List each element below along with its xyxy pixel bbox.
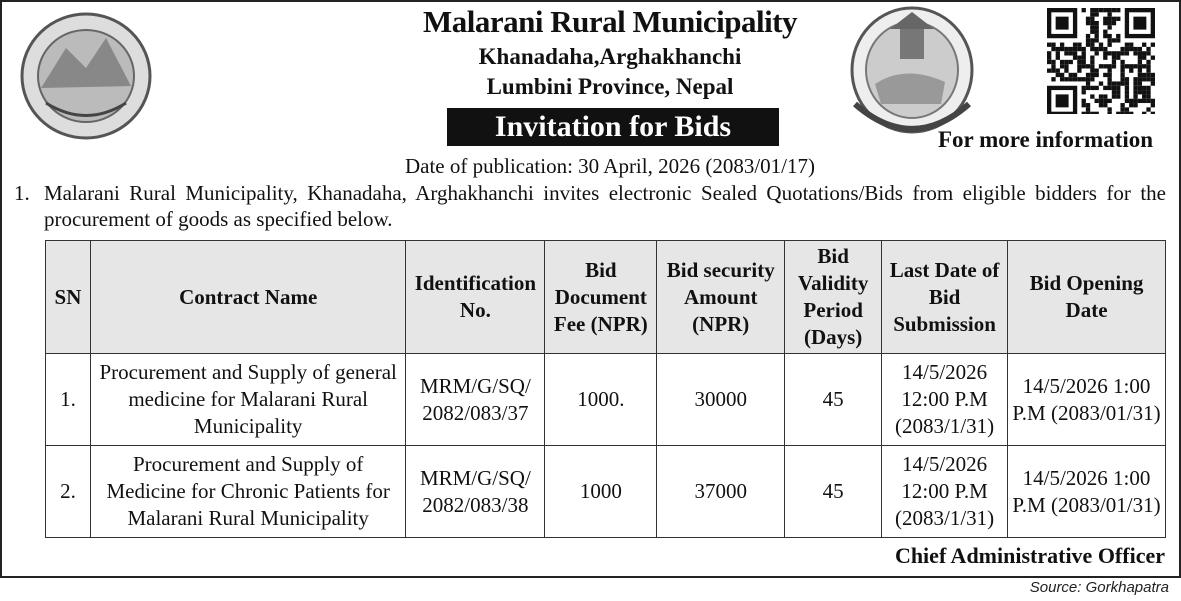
signatory: Chief Administrative Officer (894, 543, 1165, 568)
cell-sn: 1. (46, 354, 91, 446)
cell-opening-date: 14/5/2026 1:00 P.M (2083/01/31) (1008, 446, 1166, 538)
cell-validity: 45 (785, 446, 882, 538)
address-line-1: Khanadaha,Arghakhanchi (478, 44, 742, 69)
cell-opening-date: 14/5/2026 1:00 P.M (2083/01/31) (1008, 354, 1166, 446)
cell-fee: 1000. (545, 354, 657, 446)
cell-sn: 2. (46, 446, 91, 538)
bids-table (45, 240, 1166, 538)
cell-fee: 1000 (545, 446, 657, 538)
address-line-2: Lumbini Province, Nepal (486, 74, 734, 99)
header-sn: SN (46, 241, 91, 354)
cell-identification-no: MRM/G/SQ/ 2082/083/37 (406, 354, 545, 446)
header-contract-name: Contract Name (90, 241, 405, 354)
header-bid-validity-period: Bid Validity Period (Days) (785, 241, 882, 354)
intro-number: 1. (14, 181, 30, 205)
intro-paragraph (14, 180, 1166, 232)
header-last-date: Last Date of Bid Submission (882, 241, 1008, 354)
cell-contract-name: Procurement and Supply of general medicine for Malarani Rural Municipality (90, 354, 405, 446)
header-bid-security-amount: Bid security Amount (NPR) (657, 241, 785, 354)
cell-security: 37000 (657, 446, 785, 538)
publication-date: Date of publication: 30 April, 2026 (2083/01/17) (404, 154, 816, 178)
qr-caption: For more information (938, 127, 1154, 152)
source-credit: Source: Gorkhapatra (1029, 579, 1169, 596)
cell-identification-no: MRM/G/SQ/ 2082/083/38 (406, 446, 545, 538)
nepal-emblem-logo (16, 8, 156, 143)
table-row (46, 354, 1166, 446)
cell-last-date: 14/5/2026 12:00 P.M (2083/1/31) (882, 446, 1008, 538)
table-header-row (46, 241, 1166, 354)
cell-contract-name: Procurement and Supply of Medicine for Chronic Patients for Malarani Rural Municipality (90, 446, 405, 538)
header-identification-no: Identification No. (406, 241, 545, 354)
cell-validity: 45 (785, 354, 882, 446)
header-bid-document-fee: Bid Document Fee (NPR) (545, 241, 657, 354)
qr-code[interactable] (1047, 8, 1155, 114)
invitation-banner: Invitation for Bids (447, 108, 779, 146)
intro-text: Malarani Rural Municipality, Khanadaha, Arghakhanchi invites electronic Sealed Quotations/Bids from eligible bidders for the procurement of goods as specified below. (44, 181, 1166, 231)
cell-last-date: 14/5/2026 12:00 P.M (2083/1/31) (882, 354, 1008, 446)
header-opening-date: Bid Opening Date (1008, 241, 1166, 354)
cell-security: 30000 (657, 354, 785, 446)
municipality-title: Malarani Rural Municipality (423, 4, 797, 39)
table-row (46, 446, 1166, 538)
